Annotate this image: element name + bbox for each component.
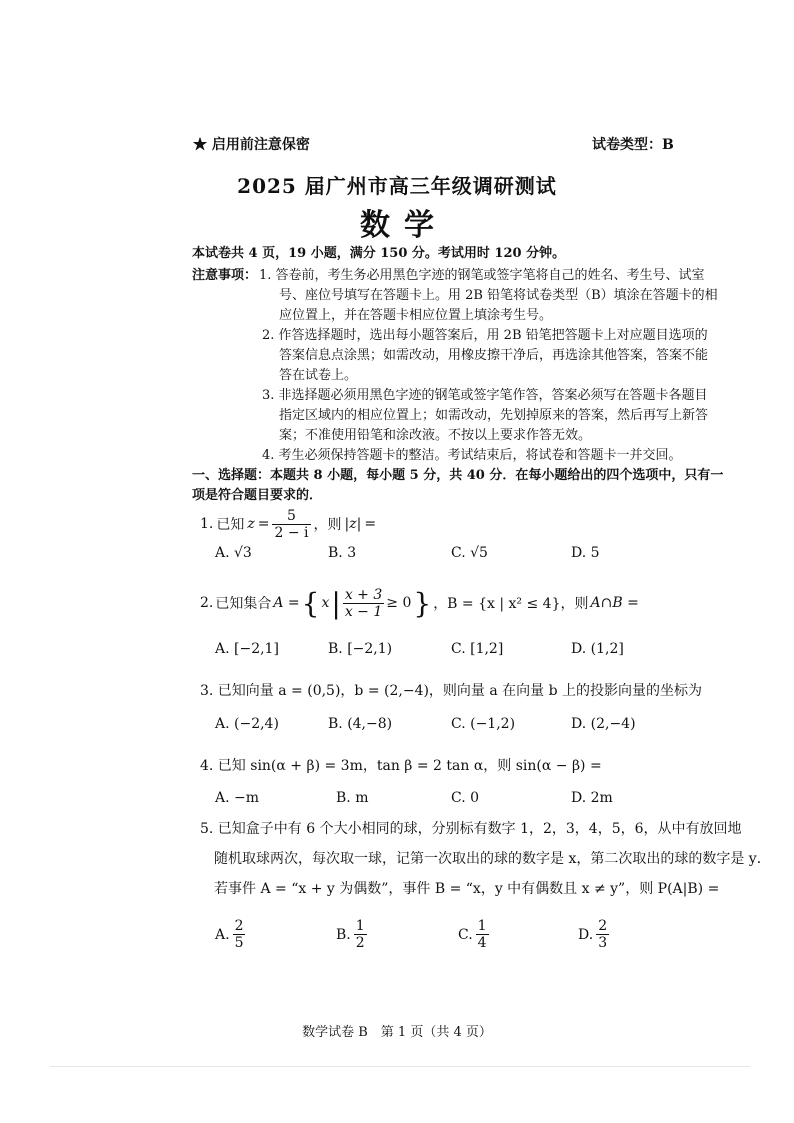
note-3-line-3: 案；不准使用铅笔和涂改液。不按以上要求作答无效。 bbox=[279, 428, 592, 443]
section-heading-line-2: 项是符合题目要求的． bbox=[192, 488, 323, 503]
q2-option-c: C. [1,2] bbox=[451, 641, 504, 657]
q5-option-a-label: A. bbox=[215, 926, 230, 943]
q3-option-a: A. (−2,4) bbox=[215, 716, 279, 732]
question-4: 4. 已知 sin(α + β) = 3m，tan β = 2 tan α，则 sin(α − β) = bbox=[200, 758, 602, 774]
note-1-line-2: 号、座位号填写在答题卡上。用 2B 铅笔将试卷类型（B）填涂在答题卡的相 bbox=[279, 288, 718, 303]
q4-option-b: B. m bbox=[336, 790, 369, 806]
q1-option-a: A. √3 bbox=[215, 545, 252, 561]
note-2-line-3: 答在试卷上。 bbox=[279, 368, 358, 383]
q5-option-d-fraction bbox=[596, 918, 609, 951]
q2-setA: A = bbox=[273, 595, 300, 611]
scan-edge-line bbox=[50, 1066, 750, 1067]
q1-frac-num: 5 bbox=[272, 508, 310, 525]
q2-intersection: A∩B = bbox=[590, 595, 639, 611]
paper-type: 试卷类型：B bbox=[592, 137, 674, 153]
q2-number: 2. bbox=[200, 595, 214, 611]
q1-option-c: C. √5 bbox=[451, 545, 488, 561]
q2-fraction bbox=[343, 587, 384, 620]
q5-option-b-label: B. bbox=[336, 926, 351, 943]
q3-option-c: C. (−1,2) bbox=[451, 716, 516, 732]
q5-option-c-label: C. bbox=[458, 926, 473, 943]
q2-pre: 已知集合 bbox=[215, 596, 272, 612]
q4-option-d: D. 2m bbox=[571, 790, 613, 806]
question-1 bbox=[200, 506, 376, 542]
q4-option-a: A. −m bbox=[215, 790, 260, 806]
q1-abs: |z| bbox=[344, 516, 362, 532]
subject-title: 数学 bbox=[360, 208, 448, 243]
q2-frac-den: x − 1 bbox=[344, 603, 383, 620]
q2-lbrace: { bbox=[301, 586, 320, 620]
question-5-line-3: 若事件 A = “x + y 为偶数”，事件 B = “x，y 中有偶数且 x ≠ y”，则 P(A|B) = bbox=[214, 881, 720, 897]
note-2-line-2: 答案信息点涂黑；如需改动，用橡皮擦干净后，再选涂其他答案，答案不能 bbox=[279, 348, 709, 363]
q2-x: x bbox=[321, 595, 330, 611]
q3-option-d: D. (2,−4) bbox=[571, 716, 636, 732]
q2-option-b: B. [−2,1) bbox=[328, 641, 393, 657]
note-1-line-3: 应位置上，并在答题卡相应位置上填涂考生号。 bbox=[279, 308, 553, 323]
q2-option-a: A. [−2,1] bbox=[215, 641, 279, 657]
q5-option-b-fraction bbox=[354, 918, 367, 951]
q5-option-d-den: 3 bbox=[598, 935, 608, 951]
q5-option-d-num: 2 bbox=[598, 918, 608, 934]
q2-rbrace: } bbox=[413, 586, 432, 620]
q2-frac-num: x + 3 bbox=[344, 586, 383, 603]
q1-eq: = bbox=[257, 516, 270, 532]
note-3-line-1: 3. 非选择题必须用黑色字迹的钢笔或签字笔作答，答案必须写在答题卡各题目 bbox=[262, 388, 708, 403]
q4-option-c: C. 0 bbox=[451, 790, 480, 806]
q5-option-a bbox=[215, 918, 245, 951]
q3-option-b: B. (4,−8) bbox=[328, 716, 393, 732]
q1-pre: 已知 bbox=[216, 517, 245, 533]
question-5-line-1: 5. 已知盒子中有 6 个大小相同的球，分别标有数字 1，2，3，4，5，6，从中有放回地 bbox=[200, 821, 742, 837]
question-3: 3. 已知向量 a = (0,5)，b = (2,−4)，则向量 a 在向量 b 上的投影向量的坐标为 bbox=[200, 683, 703, 699]
q5-option-b bbox=[336, 918, 367, 951]
q5-option-b-num: 1 bbox=[355, 918, 365, 934]
q1-option-b: B. 3 bbox=[328, 545, 357, 561]
q5-option-c-fraction bbox=[476, 918, 489, 951]
question-2 bbox=[200, 582, 639, 624]
q5-option-d bbox=[578, 918, 609, 951]
confidential-label: ★ 启用前注意保密 bbox=[193, 137, 310, 153]
q5-option-a-fraction bbox=[233, 918, 246, 951]
q1-frac-den: 2 − i bbox=[274, 524, 309, 541]
note-2-line-1: 2. 作答选择题时，选出每小题答案后，用 2B 铅笔把答题卡上对应题目选项的 bbox=[262, 328, 708, 343]
q1-option-d: D. 5 bbox=[571, 545, 600, 561]
q2-ge: ≥ 0 bbox=[386, 595, 412, 611]
q2-option-d: D. (1,2] bbox=[571, 641, 624, 657]
q1-post: ，则 bbox=[313, 517, 342, 533]
notes-label: 注意事项： bbox=[192, 268, 258, 283]
q5-option-c-num: 1 bbox=[477, 918, 487, 934]
paper-intro: 本试卷共 4 页，19 小题，满分 150 分。考试用时 120 分钟。 bbox=[192, 246, 566, 261]
q2-bar: | bbox=[331, 586, 341, 620]
q1-fraction bbox=[272, 508, 310, 541]
q5-option-a-den: 5 bbox=[234, 935, 244, 951]
note-3-line-2: 指定区域内的相应位置上；如需改动，先划掉原来的答案，然后再写上新答 bbox=[279, 408, 709, 423]
note-1-line-1: 1. 答卷前，考生务必用黑色字迹的钢笔或签字笔将自己的姓名、考生号、试室 bbox=[259, 268, 705, 283]
q5-option-c bbox=[458, 918, 489, 951]
q2-setB: ，B = {x | x² ≤ 4}，则 bbox=[433, 596, 589, 612]
section-heading-line-1: 一、选择题：本题共 8 小题，每小题 5 分，共 40 分．在每小题给出的四个选项中，只有一 bbox=[192, 468, 724, 483]
note-4-line-1: 4. 考生必须保持答题卡的整洁。考试结束后，将试卷和答题卡一并交回。 bbox=[262, 448, 682, 463]
exam-title: 2025 届广州市高三年级调研测试 bbox=[237, 174, 557, 198]
page-footer: 数学试卷 B 第 1 页（共 4 页） bbox=[302, 1025, 492, 1040]
q1-end: = bbox=[364, 516, 377, 532]
q1-var: z bbox=[247, 516, 255, 532]
q5-option-d-label: D. bbox=[578, 926, 594, 943]
q5-option-c-den: 4 bbox=[477, 935, 487, 951]
question-5-line-2: 随机取球两次，每次取一球，记第一次取出的球的数字是 x，第二次取出的球的数字是 y． bbox=[214, 851, 771, 867]
q5-option-a-num: 2 bbox=[234, 918, 244, 934]
q1-number: 1. bbox=[200, 516, 214, 532]
q5-option-b-den: 2 bbox=[355, 935, 365, 951]
